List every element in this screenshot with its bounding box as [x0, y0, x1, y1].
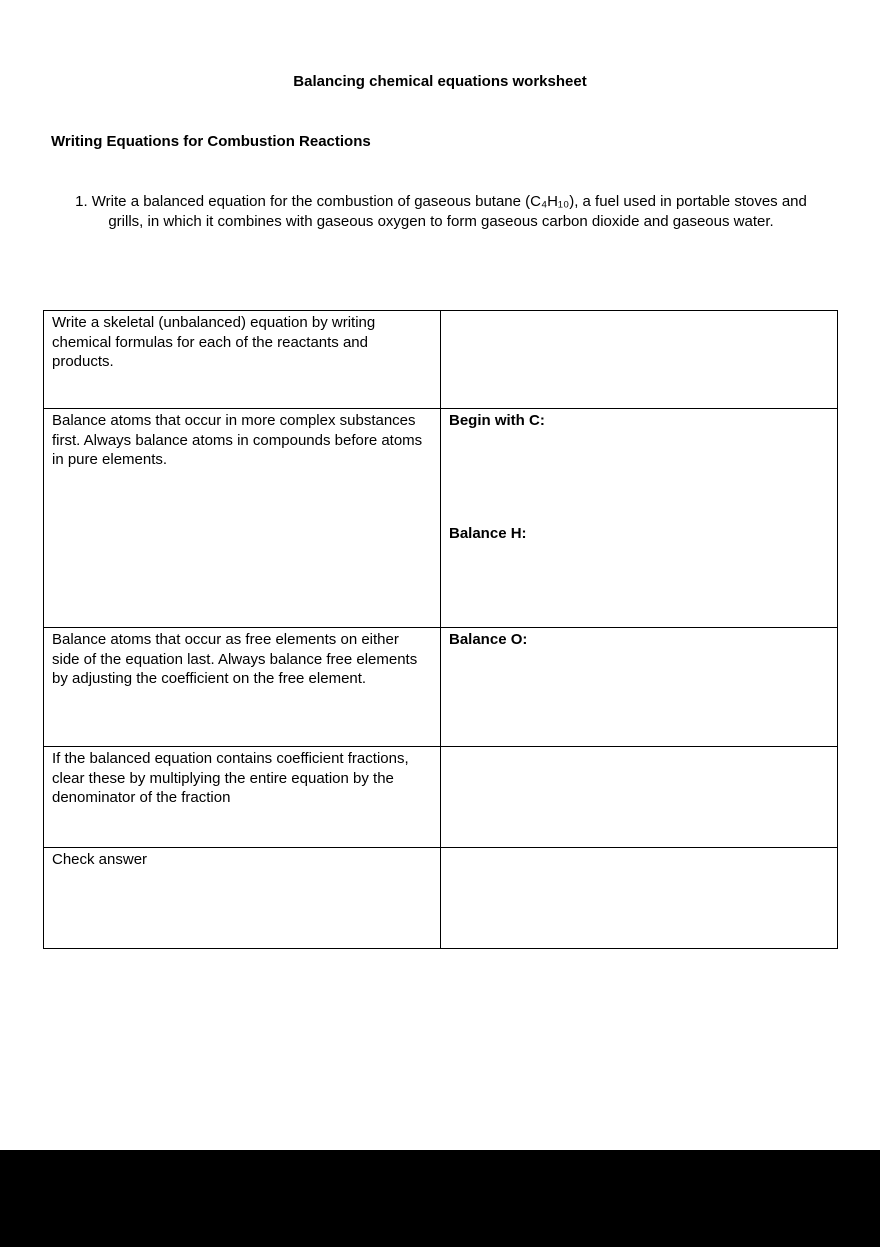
instruction-cell-check-answer: Check answer: [44, 848, 441, 949]
answer-cell-check-answer: [441, 848, 838, 949]
answer-cell-balance-complex: [441, 409, 838, 628]
table-row: [44, 311, 838, 409]
table-row: [44, 848, 838, 949]
footer-black-band: [0, 1150, 880, 1247]
answer-cell-clear-fractions: [441, 747, 838, 848]
instruction-cell-skeletal-equation: Write a skeletal (unbalanced) equation by writing chemical formulas for each of the reactants and products.: [44, 311, 441, 409]
question-1: [58, 192, 824, 232]
label-begin-with-c: Begin with C:: [449, 412, 545, 429]
answer-cell-skeletal-equation: [441, 311, 838, 409]
question-text: Write a balanced equation for the combustion of gaseous butane (C₄H₁₀), a fuel used in portable stoves and grills, in which it combines with gaseous oxygen to form gaseous carbon dioxide and gaseous water.: [91, 193, 807, 230]
table-row: [44, 628, 838, 747]
question-number: 1.: [75, 193, 88, 210]
instruction-cell-balance-complex: Balance atoms that occur in more complex substances first. Always balance atoms in compounds before atoms in pure elements.: [44, 409, 441, 628]
label-balance-h: Balance H:: [449, 524, 527, 542]
label-balance-o: Balance O:: [449, 631, 528, 648]
answer-cell-free-elements: [441, 628, 838, 747]
worksheet-table: [43, 310, 838, 949]
table-row: [44, 409, 838, 628]
instruction-cell-free-elements: Balance atoms that occur as free elements on either side of the equation last. Always balance free elements by adjusting the coefficient on the free element.: [44, 628, 441, 747]
section-heading: Writing Equations for Combustion Reactions: [51, 133, 371, 150]
table-row: [44, 747, 838, 848]
document-title: Balancing chemical equations worksheet: [293, 73, 587, 90]
instruction-cell-clear-fractions: If the balanced equation contains coefficient fractions, clear these by multiplying the entire equation by the denominator of the fraction: [44, 747, 441, 848]
